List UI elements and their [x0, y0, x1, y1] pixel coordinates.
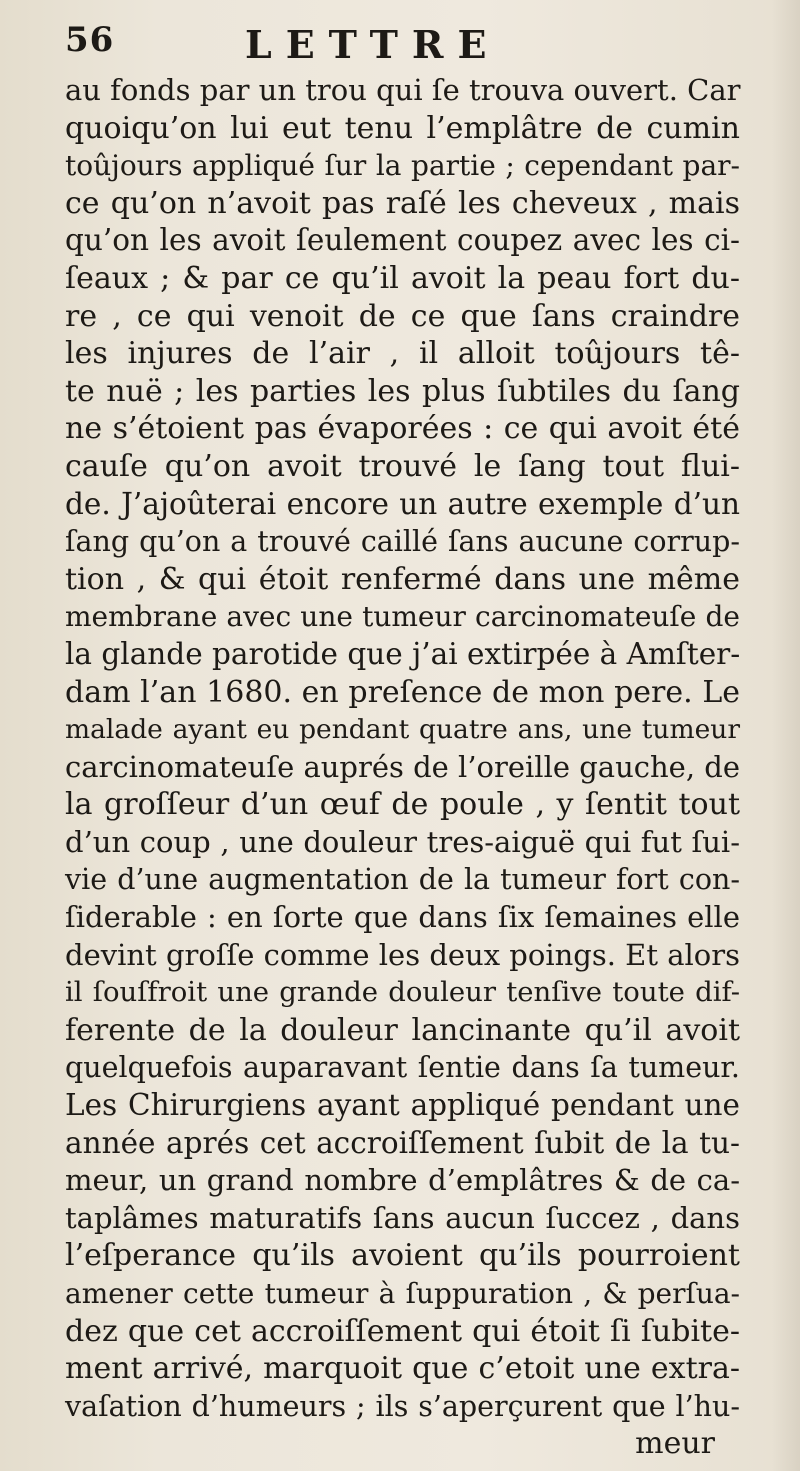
text-line: meur, un grand nombre d’emplâtres & de ca-: [65, 1163, 740, 1198]
text-line: quoiqu’on lui eut tenu l’emplâtre de cumin: [65, 110, 740, 146]
catchword: meur: [635, 1426, 715, 1462]
text-line: dez que cet accroiſſement qui étoit ſi ſubite-: [65, 1313, 740, 1349]
text-line: carcinomateuſe auprés de l’oreille gauche, de: [65, 749, 741, 784]
text-line: ſeaux ; & par ce qu’il avoit la peau fort du-: [65, 260, 740, 296]
text-line: taplâmes maturatifs ſans aucun ſuccez , dans: [65, 1200, 740, 1235]
running-head: LETTRE: [245, 22, 501, 67]
text-line: vaſation d’humeurs ; ils s’aperçurent que l’hu-: [65, 1389, 740, 1423]
text-line: toûjours appliqué ſur la partie ; cependant par-: [65, 149, 740, 183]
text-line: au fonds par un trou qui ſe trouva ouvert. Car: [65, 73, 741, 107]
text-line: Les Chirurgiens ayant appliqué pendant une: [65, 1088, 740, 1123]
text-line: ſang qu’on a trouvé caillé ſans aucune corrup-: [65, 525, 740, 559]
text-line: tion , & qui étoit renfermé dans une même: [65, 561, 740, 597]
text-line: ment arrivé, marquoit que c’etoit une extra-: [65, 1351, 740, 1387]
body-text: [65, 72, 740, 1463]
text-line: ferente de la douleur lancinante qu’il avoit: [65, 1012, 740, 1048]
page-number: 56: [65, 20, 115, 60]
text-line: les injures de l’air , il alloit toûjours tê-: [65, 336, 740, 372]
text-line: quelquefois auparavant ſentie dans ſa tumeur.: [65, 1051, 740, 1085]
page-edge-shadow: [772, 0, 800, 1471]
text-line: re , ce qui venoit de ce que ſans craindre: [65, 298, 740, 334]
text-line: cauſe qu’on avoit trouvé le ſang tout flui-: [65, 448, 740, 484]
text-line: qu’on les avoit ſeulement coupez avec les ci-: [65, 223, 740, 258]
text-line: l’eſperance qu’ils avoient qu’ils pourroient: [65, 1238, 740, 1274]
text-line: de. J’ajoûterai encore un autre exemple d’un: [65, 486, 740, 521]
text-line: dam l’an 1680. en preſence de mon pere. Le: [65, 674, 740, 710]
text-line: devint groſſe comme les deux poings. Et alors: [65, 937, 740, 972]
text-line: vie d’une augmentation de la tumeur fort con-: [65, 863, 740, 897]
text-line: il ſouſfroit une grande douleur tenſive toute dif-: [65, 976, 740, 1009]
text-line: ce qu’on n’avoit pas raſé les cheveux , mais: [65, 185, 740, 221]
page-header: [65, 20, 725, 76]
text-line: amener cette tumeur à ſuppuration , & perſua-: [65, 1277, 740, 1310]
text-line: ſiderable : en ſorte que dans ſix ſemaines elle: [65, 900, 740, 935]
text-line: la groſſeur d’un œuf de poule , y ſentit tout: [65, 787, 740, 823]
text-line: malade ayant eu pendant quatre ans, une tumeur: [65, 714, 740, 746]
text-line: année aprés cet accroiſſement ſubit de la tu-: [65, 1125, 740, 1160]
text-line: d’un coup , une douleur tres-aiguë qui fut ſui-: [65, 824, 740, 859]
text-line: te nuë ; les parties les plus ſubtiles du ſang: [65, 373, 740, 409]
text-line: ne s’étoient pas évaporées : ce qui avoit été: [65, 411, 740, 447]
text-line: la glande parotide que j’ai extirpée à Amſter-: [65, 636, 741, 671]
text-line: membrane avec une tumeur carcinomateuſe de: [65, 600, 740, 634]
